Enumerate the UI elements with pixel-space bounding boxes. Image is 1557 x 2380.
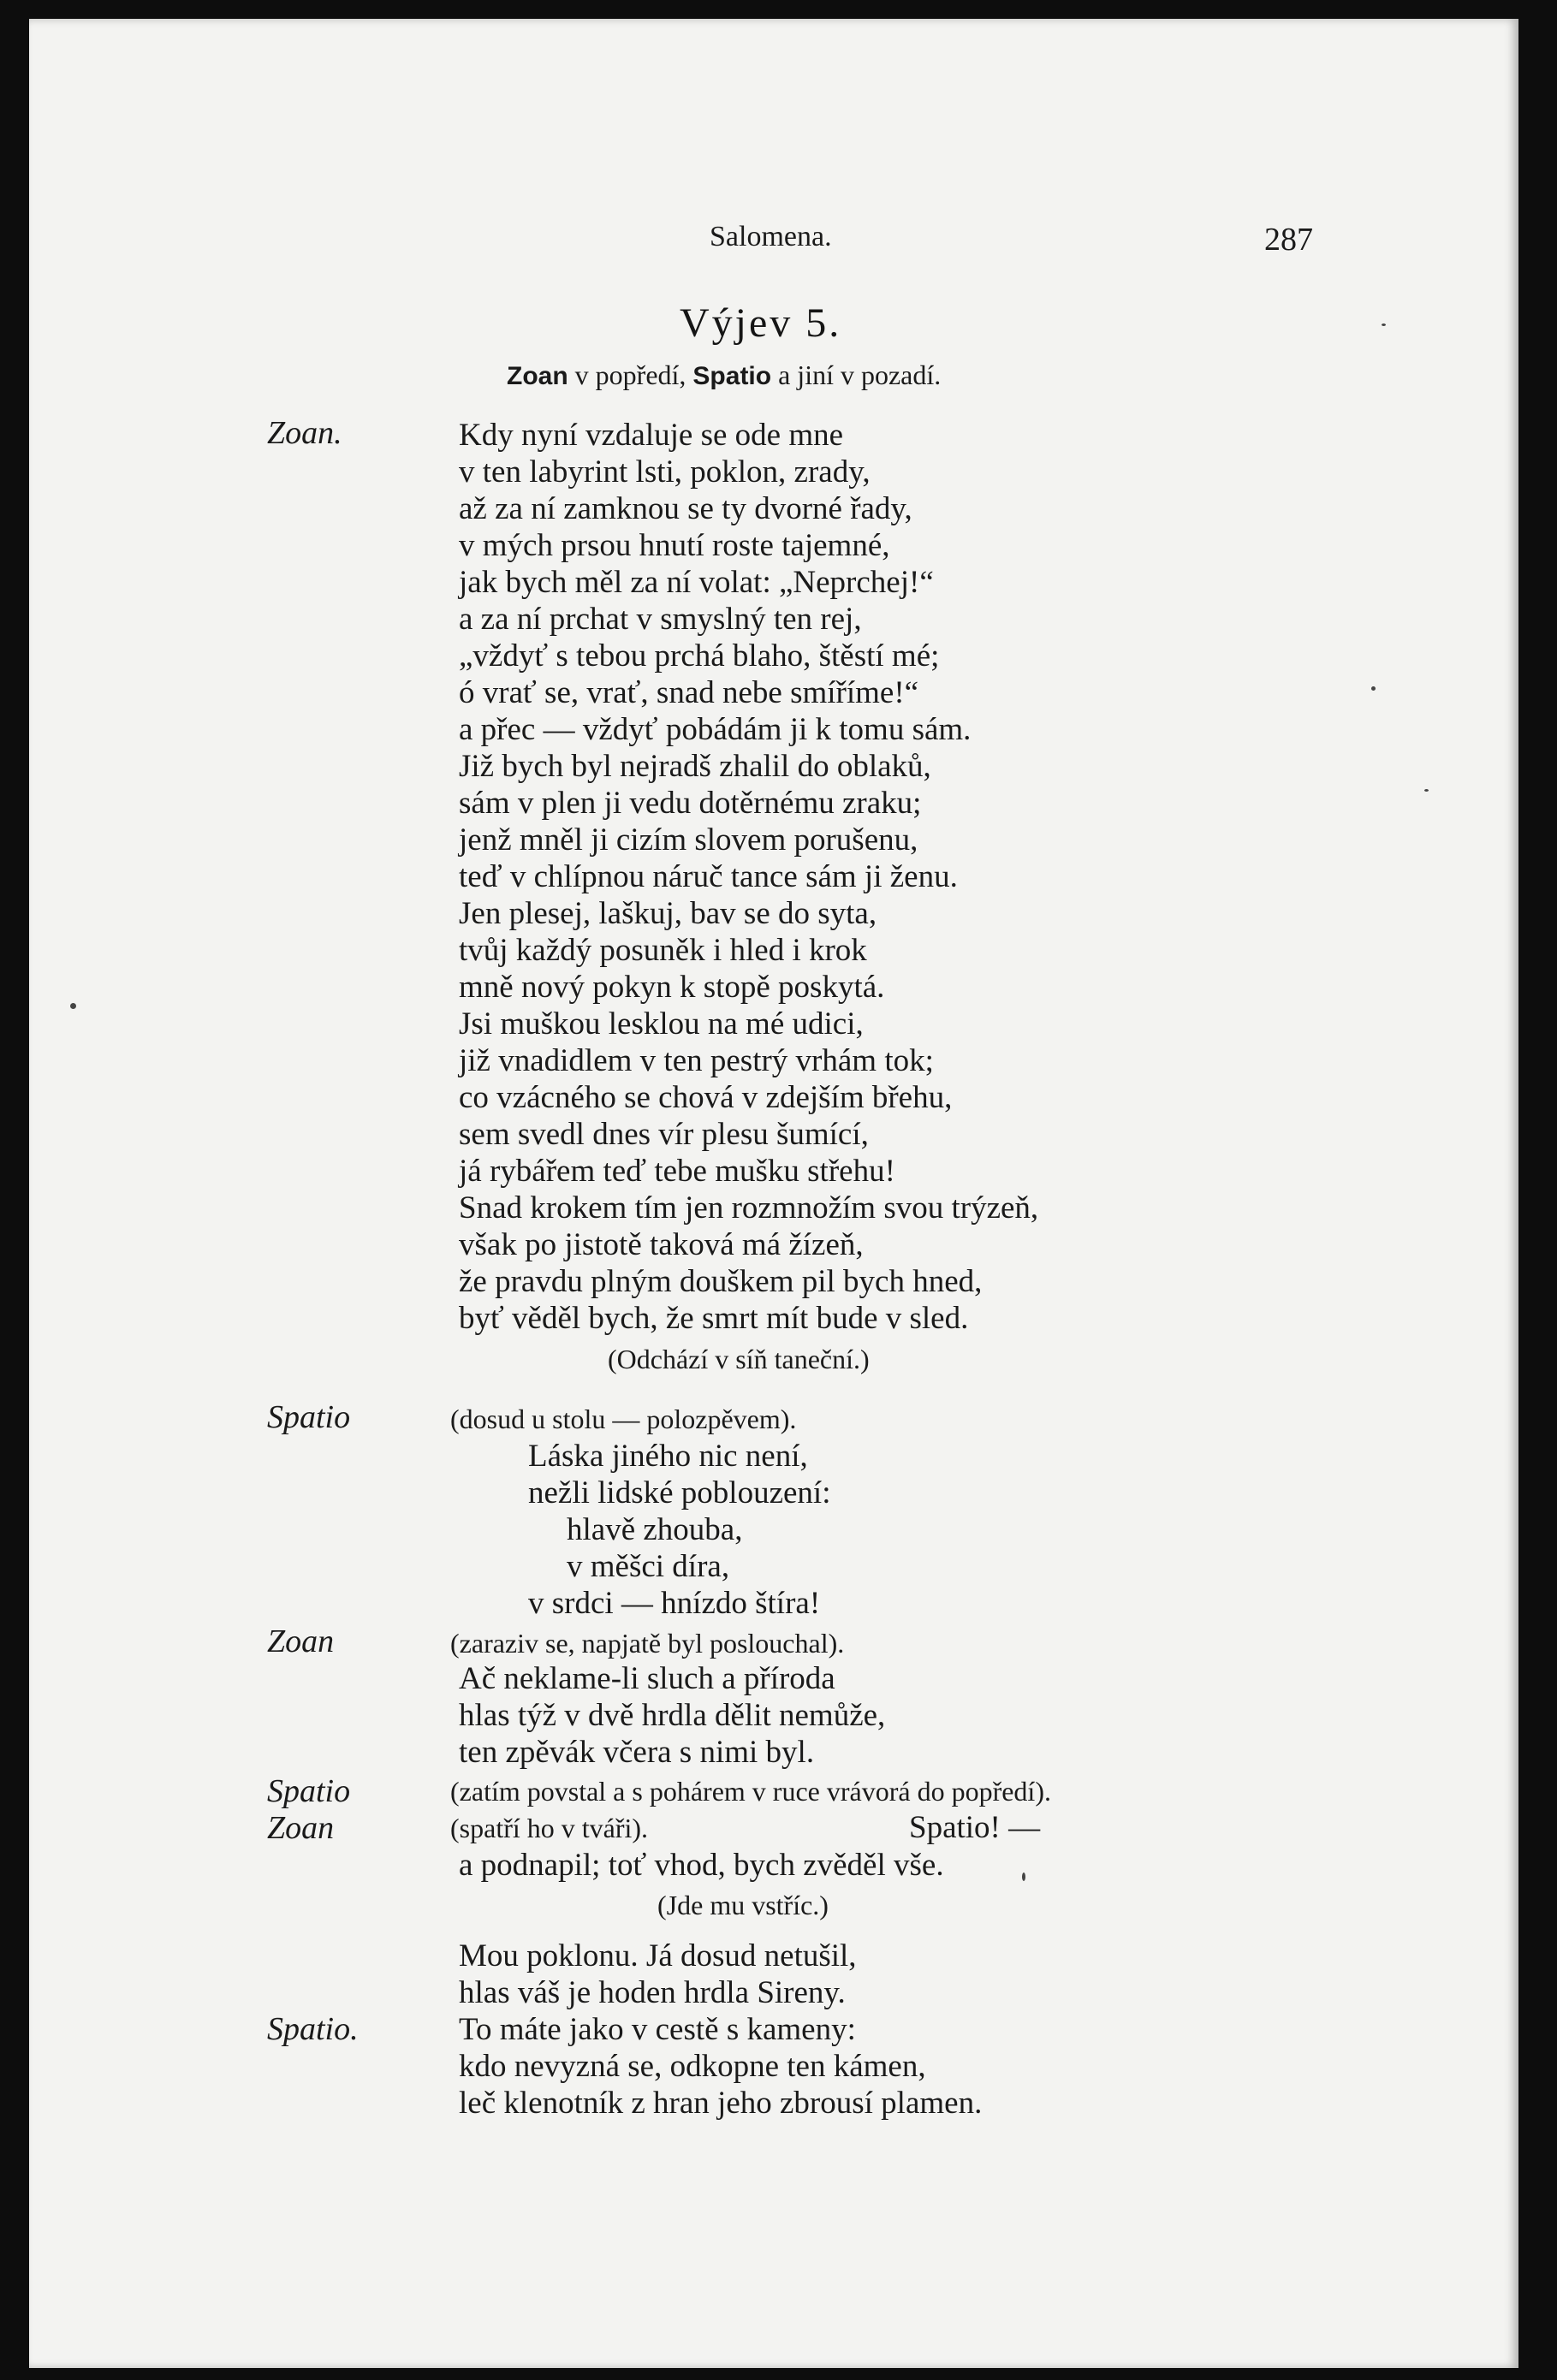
speaker-spatio: Spatio	[267, 1399, 351, 1435]
verse-line: Ač neklame-li sluch a příroda	[459, 1661, 835, 1696]
scene-sub-zoan: Zoan	[507, 362, 568, 390]
verse-line: teď v chlípnou náruč tance sám ji ženu.	[459, 859, 958, 894]
speaker-spatio: Spatio	[267, 1773, 351, 1809]
song-line: hlavě zhouba,	[567, 1512, 743, 1547]
verse-line: jenž mněl ji cizím slovem porušenu,	[459, 822, 918, 858]
page-number: 287	[1264, 222, 1313, 258]
verse-line: jak bych měl za ní volat: „Neprchej!“	[459, 565, 934, 600]
verse-line: v mých prsou hnutí roste tajemné,	[459, 528, 890, 563]
song-line: Láska jiného nic není,	[528, 1439, 808, 1474]
stage-direction: (zaraziv se, napjatě byl poslouchal).	[450, 1628, 845, 1659]
verse-line: já rybářem teď tebe mušku střehu!	[459, 1154, 895, 1189]
scene-sub-spatio: Spatio	[692, 362, 772, 390]
scan-speck	[1424, 789, 1429, 792]
scan-speck	[1371, 686, 1376, 691]
speaker-zoan: Zoan.	[267, 415, 342, 451]
verse-line: v ten labyrint lsti, poklon, zrady,	[459, 454, 871, 490]
scene-sub-mid: v popředí,	[568, 359, 693, 390]
verse-line: již vnadidlem v ten pestrý vrhám tok;	[459, 1043, 934, 1078]
verse-line: To máte jako v cestě s kameny:	[459, 2012, 856, 2047]
speaker-spatio: Spatio.	[267, 2011, 359, 2047]
verse-line: byť věděl bych, že smrt mít bude v sled.	[459, 1301, 969, 1336]
verse-line: tvůj každý posuněk i hled i krok	[459, 933, 867, 968]
speaker-zoan: Zoan	[267, 1810, 335, 1846]
song-line: nežli lidské poblouzení:	[528, 1475, 831, 1510]
verse-line: Jsi muškou lesklou na mé udici,	[459, 1006, 864, 1042]
running-header-title: Salomena.	[710, 221, 832, 252]
verse-line: Snad krokem tím jen rozmnožím svou trýzeň,	[459, 1190, 1039, 1226]
song-line: v srdci — hnízdo štíra!	[528, 1586, 821, 1621]
scan-speck	[1382, 323, 1386, 326]
verse-line: ó vrať se, vrať, snad nebe smíříme!“	[459, 675, 919, 710]
verse-line: sám v plen ji vedu dotěrnému zraku;	[459, 786, 922, 821]
verse-line: mně nový pokyn k stopě poskytá.	[459, 970, 885, 1005]
verse-line: a za ní prchat v smyslný ten rej,	[459, 602, 862, 637]
verse-line: Spatio! —	[909, 1810, 1041, 1845]
scene-sub-end: a jiní v pozadí.	[771, 359, 942, 390]
verse-line: však po jistotě taková má žízeň,	[459, 1227, 864, 1262]
scan-speck	[1022, 1873, 1025, 1881]
verse-line: hlas týž v dvě hrdla dělit nemůže,	[459, 1698, 886, 1733]
verse-line: a přec — vždyť pobádám ji k tomu sám.	[459, 712, 972, 747]
stage-direction: (dosud u stolu — polozpěvem).	[450, 1404, 797, 1434]
stage-direction: (Odchází v síň taneční.)	[608, 1344, 870, 1374]
stage-direction: (zatím povstal a s pohárem v ruce vrávorá do popředí).	[450, 1776, 1051, 1807]
verse-line: kdo nevyzná se, odkopne ten kámen,	[459, 2049, 926, 2084]
verse-line: hlas váš je hoden hrdla Sireny.	[459, 1975, 846, 2010]
scene-title: Výjev 5.	[680, 300, 842, 346]
verse-line: ten zpěvák včera s nimi byl.	[459, 1735, 815, 1770]
verse-line: Jen plesej, laškuj, bav se do syta,	[459, 896, 877, 931]
book-page	[29, 19, 1518, 2368]
song-line: v měšci díra,	[567, 1549, 730, 1584]
verse-line: Kdy nyní vzdaluje se ode mne	[459, 418, 844, 453]
verse-line: až za ní zamknou se ty dvorné řady,	[459, 491, 912, 526]
stage-direction: (spatří ho v tváři).	[450, 1813, 649, 1843]
verse-line: a podnapil; toť vhod, bych zvěděl vše.	[459, 1848, 944, 1883]
verse-line: že pravdu plným douškem pil bych hned,	[459, 1264, 983, 1299]
verse-line: sem svedl dnes vír plesu šumící,	[459, 1117, 869, 1152]
verse-line: Již bych byl nejradš zhalil do oblaků,	[459, 749, 931, 784]
scan-speck	[70, 1003, 76, 1009]
verse-line: leč klenotník z hran jeho zbrousí plamen.	[459, 2086, 983, 2121]
verse-line: co vzácného se chová v zdejším břehu,	[459, 1080, 953, 1115]
verse-line: „vždyť s tebou prchá blaho, štěstí mé;	[459, 638, 940, 674]
verse-line: Mou poklonu. Já dosud netušil,	[459, 1938, 857, 1973]
stage-direction: (Jde mu vstříc.)	[657, 1890, 829, 1920]
speaker-zoan: Zoan	[267, 1623, 335, 1659]
scene-subtitle	[507, 359, 941, 391]
